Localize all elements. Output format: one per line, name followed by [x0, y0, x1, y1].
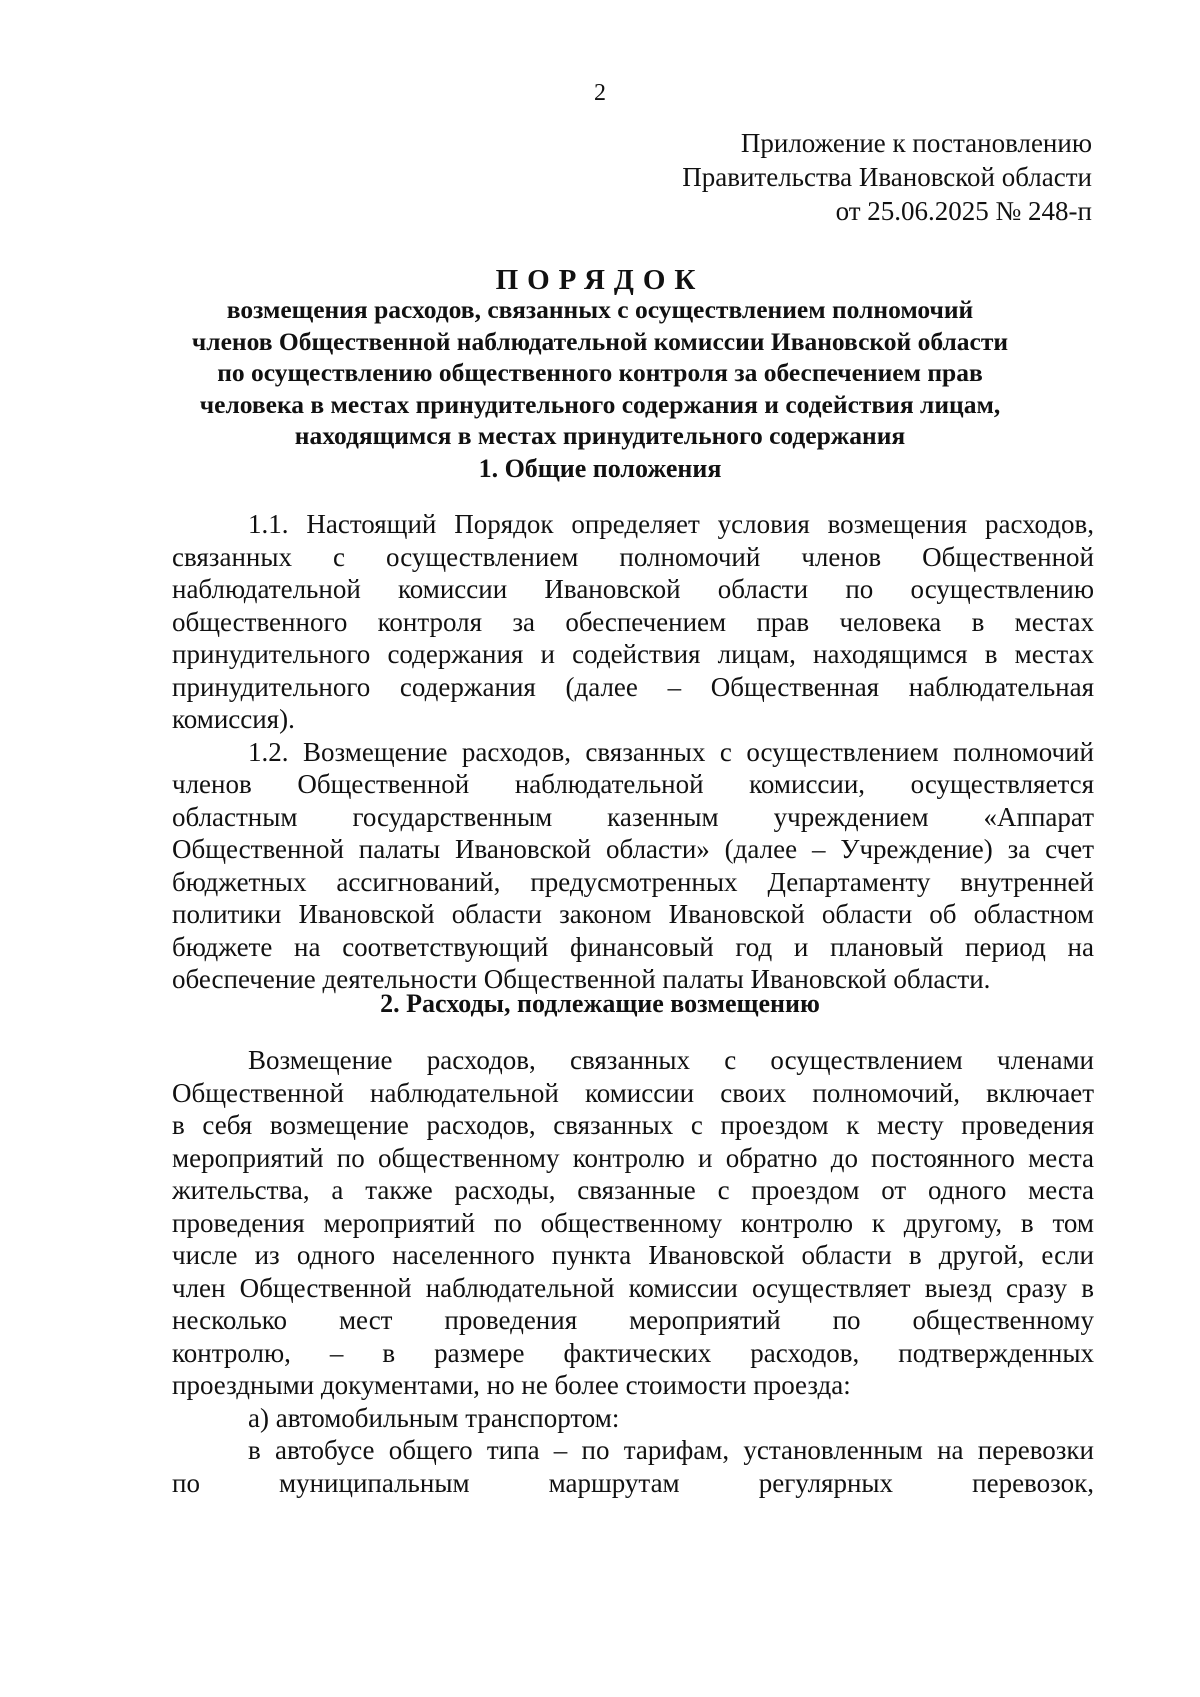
section-1-heading: 1. Общие положения [478, 454, 722, 483]
subtitle-line: возмещения расходов, связанных с осуществлением полномочий [226, 295, 974, 324]
text-line: 1.2. Возмещение расходов, связанных с осуществлением полномочий [248, 736, 1094, 767]
paragraph-2-2 [172, 1434, 1094, 1499]
text-line: наблюдательной комиссии Ивановской области по осуществлению [172, 574, 1094, 604]
subtitle-line: членов Общественной наблюдательной комиссии Ивановской области [191, 326, 1009, 356]
paragraph-1-1 [172, 508, 1094, 736]
subtitle-line: находящимся в местах принудительного содержания [294, 421, 906, 450]
document-title: ПОРЯДОК [495, 264, 705, 296]
text-line: областным государственным казенным учреждением «Аппарат [172, 801, 1094, 832]
text-line: несколько мест проведения мероприятий по общественному [172, 1305, 1094, 1335]
subtitle-line: человека в местах принудительного содержания и содействия лицам, [199, 389, 1001, 419]
paragraph-1-2 [172, 736, 1094, 996]
text-line: комиссия). [172, 704, 295, 734]
text-line: обеспечение деятельности Общественной палаты Ивановской области. [172, 964, 991, 994]
text-line: Общественной наблюдательной комиссии своих полномочий, включает [172, 1077, 1094, 1108]
text-line: 1.1. Настоящий Порядок определяет условия возмещения расходов, [248, 509, 1094, 539]
text-line: членов Общественной наблюдательной комиссии, осуществляется [172, 769, 1094, 799]
text-line: контролю, – в размере фактических расходов, подтвержденных [172, 1337, 1094, 1368]
text-line: политики Ивановской области законом Ивановской области об областном [172, 899, 1094, 929]
text-line: Возмещение расходов, связанных с осуществлением членами [248, 1045, 1094, 1075]
appendix-line: Правительства Ивановской области [682, 162, 1092, 192]
text-line: по муниципальным маршрутам регулярных перевозок, [172, 1467, 1094, 1498]
text-line: общественного контроля за обеспечением прав человека в местах [172, 606, 1094, 637]
text-line: проездными документами, но не более стоимости проезда: [172, 1370, 851, 1400]
text-line: жительства, а также расходы, связанные с проездом от одного места [172, 1175, 1094, 1205]
text-line: мероприятий по общественному контролю и обратно до постоянного места [172, 1142, 1094, 1173]
text-line: бюджете на соответствующий финансовый год и плановый период на [172, 931, 1094, 962]
section-1-body [172, 508, 1094, 996]
page-number: 2 [594, 80, 606, 106]
subtitle-line: по осуществлению общественного контроля за обеспечением прав [217, 358, 983, 387]
section-2-heading: 2. Расходы, подлежащие возмещению [380, 989, 820, 1018]
text-line: связанных с осуществлением полномочий членов Общественной [172, 541, 1094, 572]
text-line: в себя возмещение расходов, связанных с проездом к месту проведения [172, 1110, 1094, 1140]
appendix-line: Приложение к постановлению [740, 128, 1092, 158]
section-2-body [172, 1044, 1094, 1499]
appendix-line: от 25.06.2025 № 248-п [835, 196, 1092, 226]
text-line: принудительного содержания (далее – Общественная наблюдательная [172, 671, 1094, 702]
text-line: проведения мероприятий по общественному контролю к другому, в том [172, 1207, 1094, 1238]
paragraph-2-1 [172, 1044, 1094, 1402]
text-line: числе из одного населенного пункта Ивановской области в другой, если [172, 1240, 1094, 1270]
text-line: принудительного содержания и содействия лицам, находящимся в местах [172, 639, 1094, 669]
text-line: в автобусе общего типа – по тарифам, установленным на перевозки [248, 1435, 1094, 1465]
document-subtitle [0, 294, 1200, 452]
text-line: бюджетных ассигнований, предусмотренных Департаменту внутренней [172, 866, 1094, 897]
text-line: Общественной палаты Ивановской области» (далее – Учреждение) за счет [172, 834, 1094, 864]
list-item-a: а) автомобильным транспортом: [248, 1402, 620, 1433]
appendix-header [682, 126, 1092, 228]
text-line: член Общественной наблюдательной комиссии осуществляет выезд сразу в [172, 1272, 1094, 1303]
